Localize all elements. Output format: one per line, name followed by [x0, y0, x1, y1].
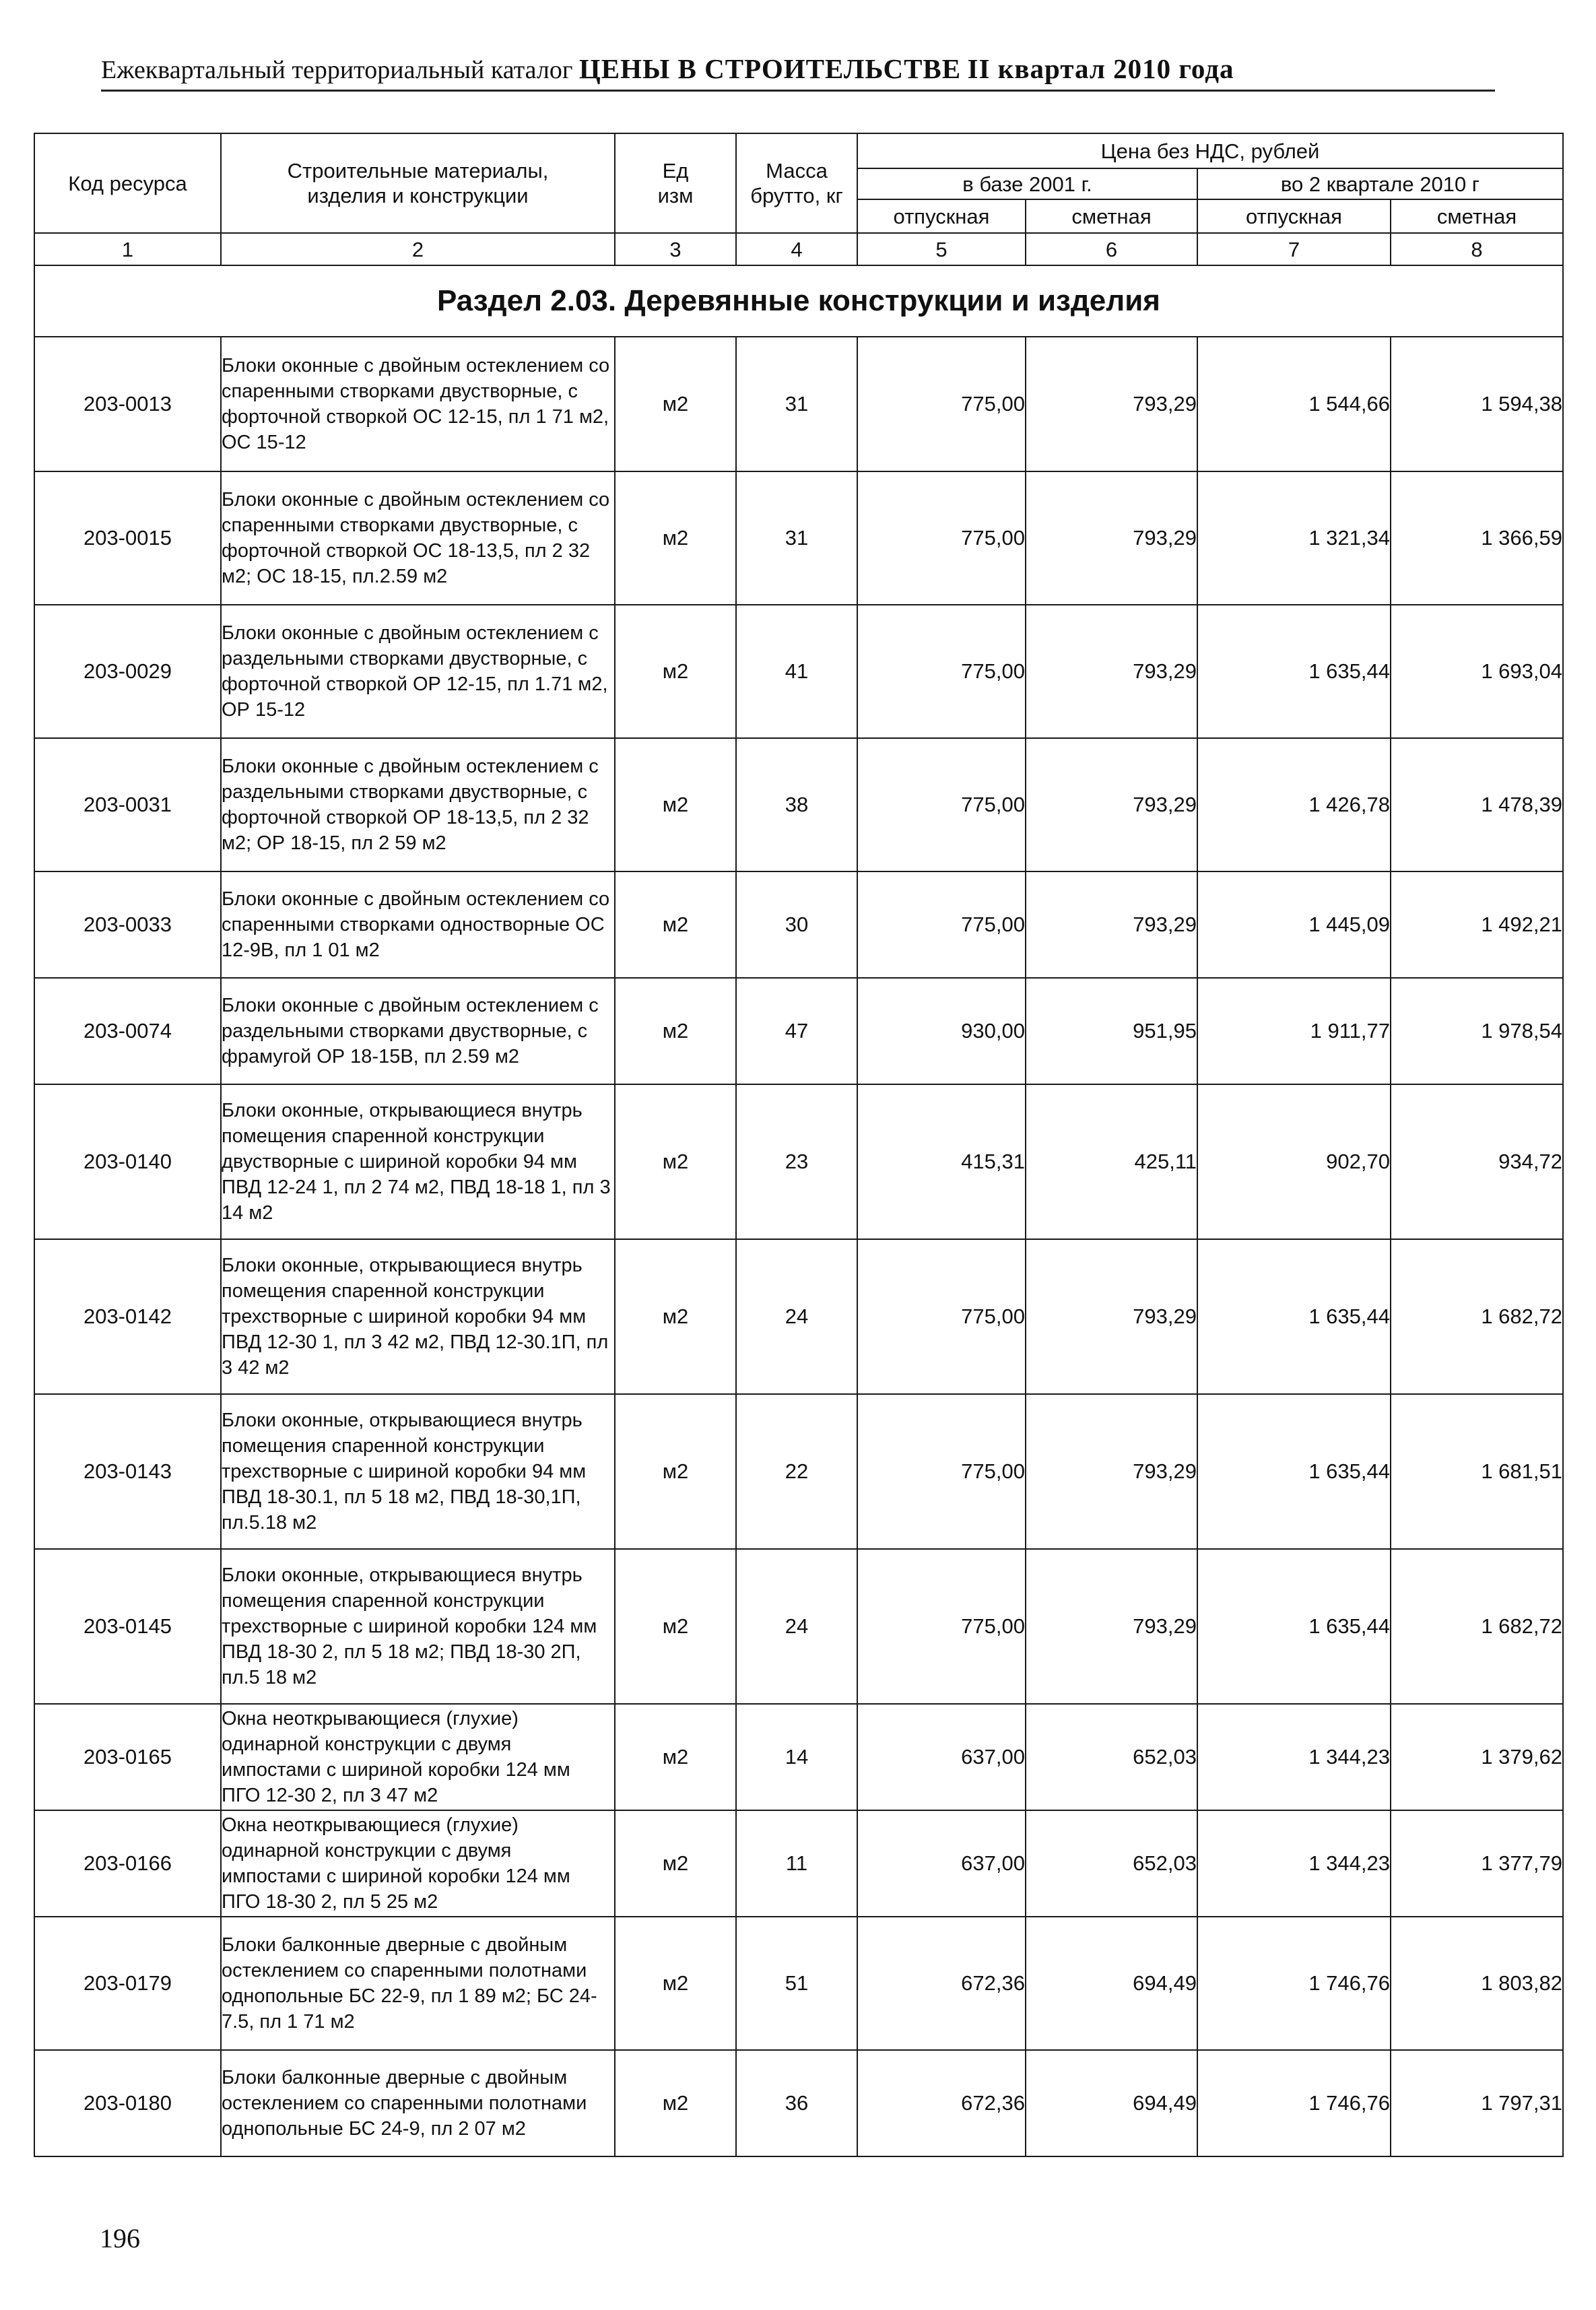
- head-release-base: отпускная: [857, 199, 1026, 233]
- resource-code: 203-0033: [34, 871, 221, 978]
- head-estimate-2010: сметная: [1391, 199, 1563, 233]
- price-release-base: 415,31: [857, 1084, 1026, 1239]
- material-description: Блоки оконные с двойным остеклением с раздельными створками двустворные, с форточной створкой ОР 12-15, пл 1.71 м2, ОР 15-12: [221, 605, 615, 738]
- price-estimate-base: 694,49: [1026, 1917, 1197, 2050]
- price-estimate-2010: 1 681,51: [1391, 1394, 1563, 1549]
- gross-mass: 23: [736, 1084, 857, 1239]
- unit: м2: [615, 605, 736, 738]
- price-table: [34, 133, 1564, 2157]
- resource-code: 203-0145: [34, 1549, 221, 1704]
- page-header: [101, 53, 1495, 85]
- price-release-base: 775,00: [857, 871, 1026, 978]
- material-description: Блоки балконные дверные с двойным остеклением со спаренными полотнами однопольные БС 22-9, пл 1 89 м2; БС 24-7.5, пл 1 71 м2: [221, 1917, 615, 2050]
- price-release-base: 775,00: [857, 471, 1026, 605]
- price-release-2010: 1 344,23: [1197, 1704, 1391, 1810]
- price-estimate-2010: 1 682,72: [1391, 1549, 1563, 1704]
- table-row: [34, 1917, 1563, 2050]
- column-number: 6: [1026, 233, 1197, 265]
- price-estimate-2010: 1 478,39: [1391, 738, 1563, 871]
- price-estimate-2010: 934,72: [1391, 1084, 1563, 1239]
- head-release-2010: отпускная: [1197, 199, 1391, 233]
- price-release-base: 672,36: [857, 1917, 1026, 2050]
- gross-mass: 14: [736, 1704, 857, 1810]
- price-release-2010: 1 344,23: [1197, 1810, 1391, 1917]
- price-estimate-2010: 1 693,04: [1391, 605, 1563, 738]
- price-estimate-base: 793,29: [1026, 738, 1197, 871]
- price-estimate-base: 951,95: [1026, 978, 1197, 1084]
- table-row: [34, 1084, 1563, 1239]
- gross-mass: 30: [736, 871, 857, 978]
- material-description: Блоки оконные, открывающиеся внутрь помещения спаренной конструкции двустворные с шириной коробки 94 мм ПВД 12-24 1, пл 2 74 м2, ПВД 18-18 1, пл 3 14 м2: [221, 1084, 615, 1239]
- column-number: 3: [615, 233, 736, 265]
- table-row: [34, 1549, 1563, 1704]
- head-code: Код ресурса: [34, 133, 221, 233]
- price-estimate-2010: 1 797,31: [1391, 2050, 1563, 2156]
- gross-mass: 31: [736, 337, 857, 471]
- material-description: Блоки оконные с двойным остеклением с раздельными створками двустворные, с фрамугой ОР 18-15В, пл 2.59 м2: [221, 978, 615, 1084]
- head-mass: Масса брутто, кг: [736, 133, 857, 233]
- unit: м2: [615, 738, 736, 871]
- unit: м2: [615, 1810, 736, 1917]
- price-release-2010: 1 635,44: [1197, 605, 1391, 738]
- price-estimate-2010: 1 492,21: [1391, 871, 1563, 978]
- unit: м2: [615, 1917, 736, 2050]
- head-base-2001: в базе 2001 г.: [857, 168, 1197, 199]
- unit: м2: [615, 1239, 736, 1394]
- price-release-2010: 1 746,76: [1197, 2050, 1391, 2156]
- price-release-base: 775,00: [857, 605, 1026, 738]
- resource-code: 203-0165: [34, 1704, 221, 1810]
- unit: м2: [615, 2050, 736, 2156]
- material-description: Блоки оконные, открывающиеся внутрь помещения спаренной конструкции трехстворные с шириной коробки 94 мм ПВД 12-30 1, пл 3 42 м2, ПВД 12-30.1П, пл 3 42 м2: [221, 1239, 615, 1394]
- price-release-2010: 1 635,44: [1197, 1394, 1391, 1549]
- section-row: [34, 265, 1563, 337]
- table-row: [34, 978, 1563, 1084]
- price-release-base: 775,00: [857, 1549, 1026, 1704]
- gross-mass: 31: [736, 471, 857, 605]
- table-row: [34, 871, 1563, 978]
- unit: м2: [615, 871, 736, 978]
- price-estimate-2010: 1 366,59: [1391, 471, 1563, 605]
- column-number-row: [34, 233, 1563, 265]
- price-release-base: 637,00: [857, 1810, 1026, 1917]
- resource-code: 203-0074: [34, 978, 221, 1084]
- price-estimate-base: 425,11: [1026, 1084, 1197, 1239]
- resource-code: 203-0142: [34, 1239, 221, 1394]
- unit: м2: [615, 337, 736, 471]
- material-description: Окна неоткрывающиеся (глухие) одинарной конструкции с двумя импостами с шириной коробки 124 мм ПГО 12-30 2, пл 3 47 м2: [221, 1704, 615, 1810]
- gross-mass: 24: [736, 1549, 857, 1704]
- gross-mass: 47: [736, 978, 857, 1084]
- price-estimate-2010: 1 803,82: [1391, 1917, 1563, 2050]
- material-description: Блоки оконные, открывающиеся внутрь помещения спаренной конструкции трехстворные с шириной коробки 124 мм ПВД 18-30 2, пл 5 18 м2; ПВД 18-30 2П, пл.5 18 м2: [221, 1549, 615, 1704]
- price-estimate-2010: 1 377,79: [1391, 1810, 1563, 1917]
- unit: м2: [615, 1394, 736, 1549]
- table-row: [34, 1810, 1563, 1917]
- header-rule: [101, 90, 1495, 92]
- table-head: [34, 133, 1563, 265]
- price-release-2010: 1 426,78: [1197, 738, 1391, 871]
- price-estimate-2010: 1 682,72: [1391, 1239, 1563, 1394]
- table-row: [34, 605, 1563, 738]
- header-period: II квартал 2010 года: [967, 53, 1234, 84]
- price-release-2010: 1 746,76: [1197, 1917, 1391, 2050]
- table-row: [34, 337, 1563, 471]
- resource-code: 203-0031: [34, 738, 221, 871]
- price-release-base: 775,00: [857, 337, 1026, 471]
- price-estimate-base: 694,49: [1026, 2050, 1197, 2156]
- column-number: 8: [1391, 233, 1563, 265]
- resource-code: 203-0166: [34, 1810, 221, 1917]
- price-release-base: 775,00: [857, 1394, 1026, 1549]
- gross-mass: 38: [736, 738, 857, 871]
- head-price-group: Цена без НДС, рублей: [857, 133, 1563, 168]
- price-release-2010: 1 635,44: [1197, 1239, 1391, 1394]
- material-description: Блоки оконные с двойным остеклением со спаренными створками двустворные, с форточной створкой ОС 18-13,5, пл 2 32 м2; ОС 18-15, пл.2.59 м2: [221, 471, 615, 605]
- price-estimate-base: 793,29: [1026, 1239, 1197, 1394]
- unit: м2: [615, 471, 736, 605]
- resource-code: 203-0143: [34, 1394, 221, 1549]
- table-row: [34, 1704, 1563, 1810]
- price-release-2010: 1 635,44: [1197, 1549, 1391, 1704]
- page-number: 196: [100, 2223, 140, 2253]
- price-release-2010: 1 911,77: [1197, 978, 1391, 1084]
- table-row: [34, 1239, 1563, 1394]
- gross-mass: 11: [736, 1810, 857, 1917]
- resource-code: 203-0015: [34, 471, 221, 605]
- material-description: Блоки оконные с двойным остеклением с раздельными створками двустворные, с форточной створкой ОР 18-13,5, пл 2 32 м2; ОР 18-15, пл 2 59 м2: [221, 738, 615, 871]
- resource-code: 203-0180: [34, 2050, 221, 2156]
- column-number: 7: [1197, 233, 1391, 265]
- gross-mass: 41: [736, 605, 857, 738]
- material-description: Окна неоткрывающиеся (глухие) одинарной конструкции с двумя импостами с шириной коробки 124 мм ПГО 18-30 2, пл 5 25 м2: [221, 1810, 615, 1917]
- price-estimate-base: 793,29: [1026, 871, 1197, 978]
- header-prefix: Ежеквартальный территориальный каталог: [101, 56, 573, 84]
- price-release-base: 775,00: [857, 1239, 1026, 1394]
- price-release-base: 775,00: [857, 738, 1026, 871]
- column-number: 2: [221, 233, 615, 265]
- head-materials: Строительные материалы, изделия и конструкции: [221, 133, 615, 233]
- price-release-2010: 1 321,34: [1197, 471, 1391, 605]
- resource-code: 203-0029: [34, 605, 221, 738]
- gross-mass: 22: [736, 1394, 857, 1549]
- price-release-base: 930,00: [857, 978, 1026, 1084]
- section-title: Раздел 2.03. Деревянные конструкции и изделия: [34, 265, 1563, 337]
- price-estimate-base: 793,29: [1026, 605, 1197, 738]
- head-estimate-base: сметная: [1026, 199, 1197, 233]
- price-release-2010: 1 544,66: [1197, 337, 1391, 471]
- table-body: [34, 265, 1563, 2156]
- price-estimate-2010: 1 594,38: [1391, 337, 1563, 471]
- price-release-2010: 1 445,09: [1197, 871, 1391, 978]
- resource-code: 203-0179: [34, 1917, 221, 2050]
- head-unit: Ед изм: [615, 133, 736, 233]
- unit: м2: [615, 1704, 736, 1810]
- gross-mass: 36: [736, 2050, 857, 2156]
- unit: м2: [615, 978, 736, 1084]
- column-number: 4: [736, 233, 857, 265]
- unit: м2: [615, 1084, 736, 1239]
- price-estimate-base: 793,29: [1026, 471, 1197, 605]
- gross-mass: 51: [736, 1917, 857, 2050]
- head-quarter-2010: во 2 квартале 2010 г: [1197, 168, 1563, 199]
- resource-code: 203-0013: [34, 337, 221, 471]
- table-row: [34, 738, 1563, 871]
- resource-code: 203-0140: [34, 1084, 221, 1239]
- price-release-base: 637,00: [857, 1704, 1026, 1810]
- unit: м2: [615, 1549, 736, 1704]
- table-row: [34, 2050, 1563, 2156]
- header-title: ЦЕНЫ В СТРОИТЕЛЬСТВЕ: [578, 53, 962, 84]
- price-estimate-base: 793,29: [1026, 1394, 1197, 1549]
- price-estimate-base: 652,03: [1026, 1810, 1197, 1917]
- material-description: Блоки оконные с двойным остеклением со спаренными створками одностворные ОС 12-9В, пл 1 01 м2: [221, 871, 615, 978]
- price-estimate-2010: 1 978,54: [1391, 978, 1563, 1084]
- gross-mass: 24: [736, 1239, 857, 1394]
- column-number: 1: [34, 233, 221, 265]
- price-release-2010: 902,70: [1197, 1084, 1391, 1239]
- column-number: 5: [857, 233, 1026, 265]
- price-estimate-base: 652,03: [1026, 1704, 1197, 1810]
- material-description: Блоки оконные, открывающиеся внутрь помещения спаренной конструкции трехстворные с шириной коробки 94 мм ПВД 18-30.1, пл 5 18 м2, ПВД 18-30,1П, пл.5.18 м2: [221, 1394, 615, 1549]
- material-description: Блоки балконные дверные с двойным остеклением со спаренными полотнами однопольные БС 24-9, пл 2 07 м2: [221, 2050, 615, 2156]
- price-estimate-base: 793,29: [1026, 1549, 1197, 1704]
- price-estimate-base: 793,29: [1026, 337, 1197, 471]
- table-row: [34, 471, 1563, 605]
- material-description: Блоки оконные с двойным остеклением со спаренными створками двустворные, с форточной створкой ОС 12-15, пл 1 71 м2, ОС 15-12: [221, 337, 615, 471]
- price-release-base: 672,36: [857, 2050, 1026, 2156]
- price-estimate-2010: 1 379,62: [1391, 1704, 1563, 1810]
- table-row: [34, 1394, 1563, 1549]
